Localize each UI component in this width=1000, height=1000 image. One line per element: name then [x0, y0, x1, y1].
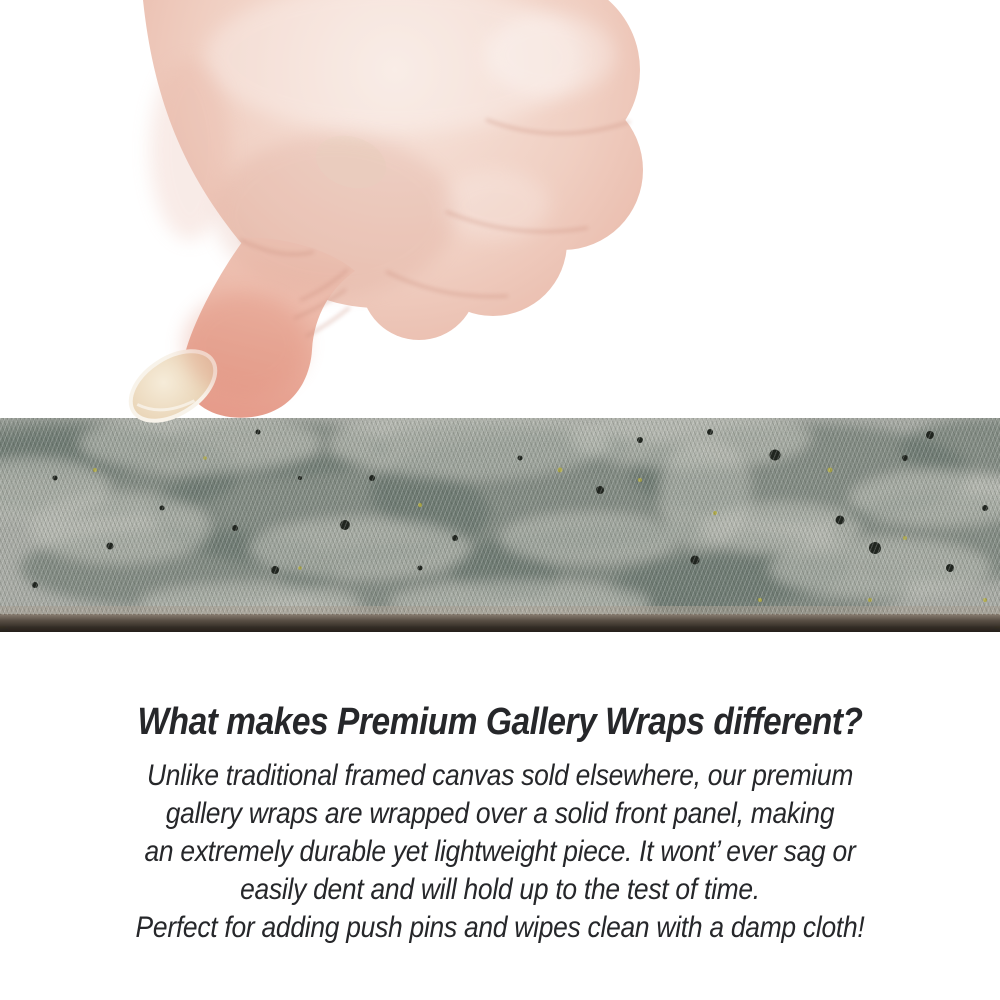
edge-fuzz — [0, 628, 1000, 632]
body-line: Perfect for adding push pins and wipes clean with a damp cloth! — [135, 911, 865, 944]
canvas-wrap-edge-strip — [0, 418, 1000, 632]
body-line: Unlike traditional framed canvas sold elsewhere, our premium — [146, 759, 854, 792]
edge-transition — [0, 606, 1000, 615]
body-line: gallery wraps are wrapped over a solid front panel, making — [165, 797, 835, 830]
body-line: an extremely durable yet lightweight piece. It wont’ ever sag or — [144, 835, 856, 868]
canvas-grain — [0, 418, 1000, 615]
hand-shading — [150, 0, 615, 397]
caption-block — [60, 700, 940, 947]
headline: What makes Premium Gallery Wraps different? — [137, 701, 863, 743]
body-line: easily dent and will hold up to the test of time. — [240, 873, 760, 906]
hand-pressing-thumb-photo — [95, 0, 655, 425]
